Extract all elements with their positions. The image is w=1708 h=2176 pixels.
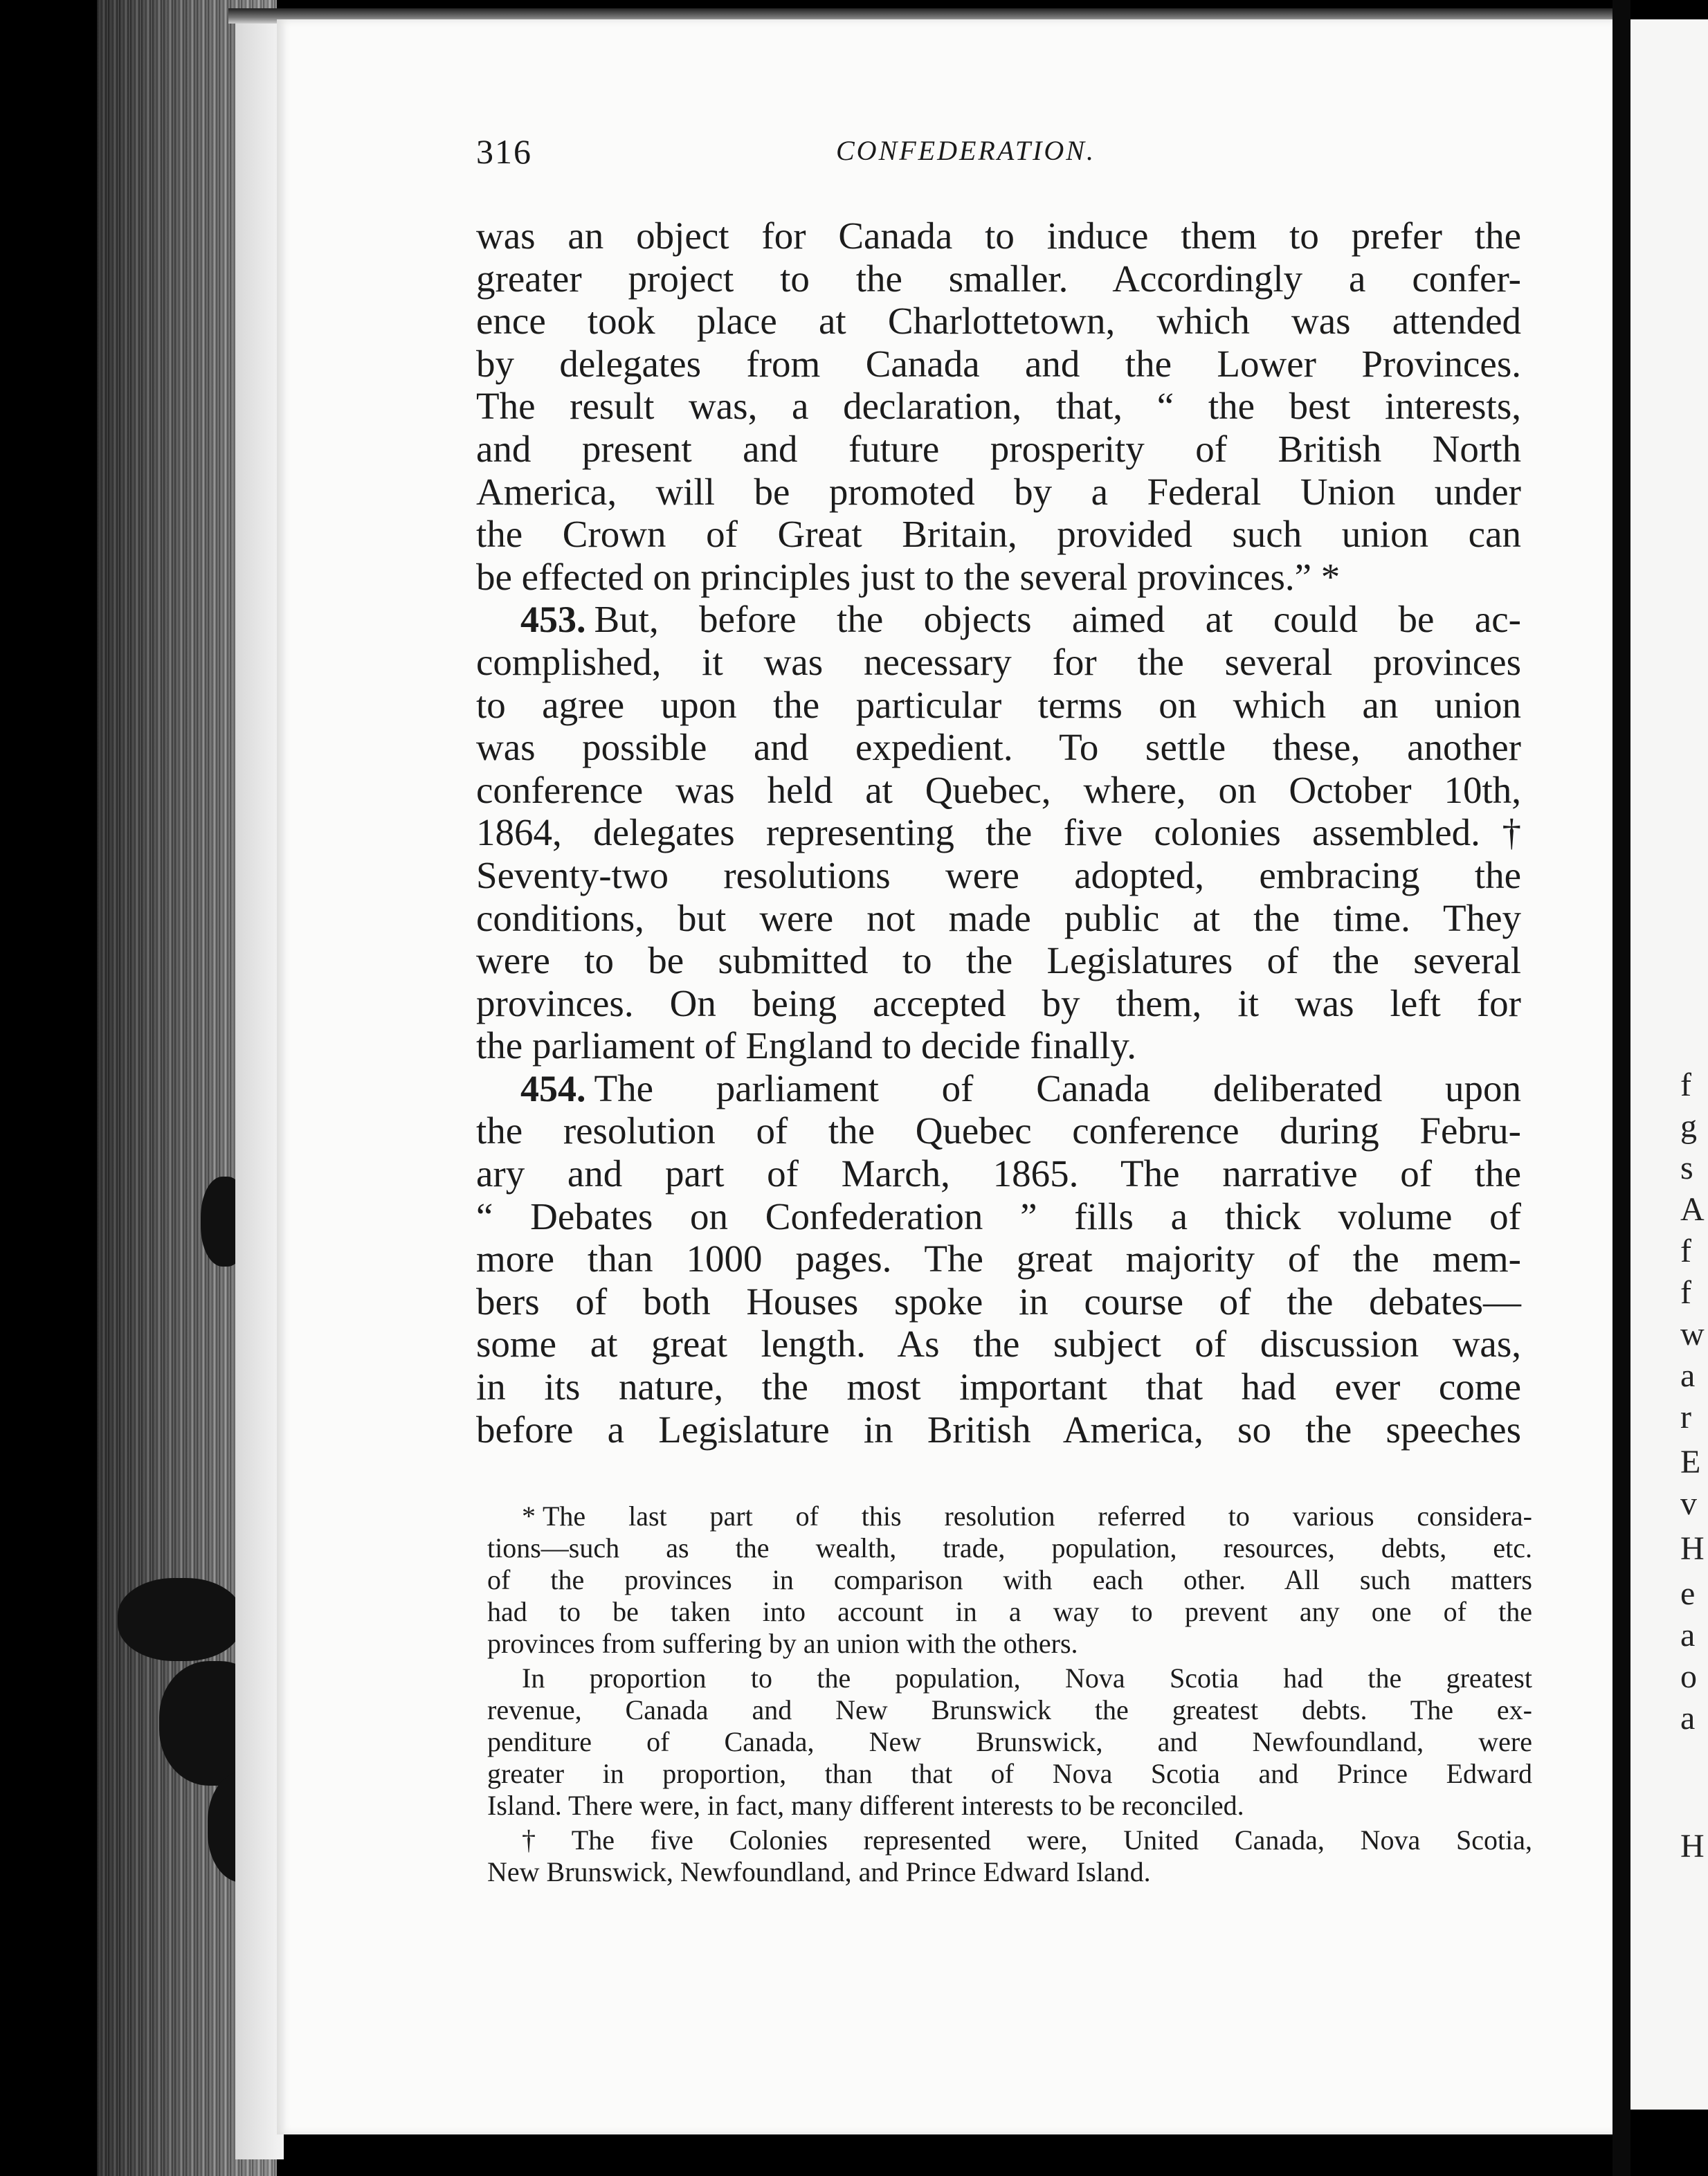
text-line: 1864, delegates representing the five colonies assembled.† bbox=[476, 811, 1521, 854]
footnote-line: penditure of Canada, New Brunswick, and Newfoundland, were bbox=[487, 1726, 1532, 1757]
next-page-fragment: H bbox=[1680, 1530, 1705, 1567]
footnote-line: greater in proportion, than that of Nova Scotia and Prince Edward bbox=[487, 1758, 1532, 1789]
footnote-line: New Brunswick, Newfoundland, and Prince Edward Island. bbox=[487, 1856, 1151, 1887]
edge-stain bbox=[118, 1578, 242, 1661]
footnote-mark: † bbox=[522, 1824, 565, 1856]
text-line: complished, it was necessary for the several provinces bbox=[476, 640, 1521, 683]
footnote-line: revenue, Canada and New Brunswick the greatest debts. The ex- bbox=[487, 1694, 1532, 1725]
paragraph-453-first-line bbox=[476, 598, 1521, 641]
text-line: and present and future prosperity of British North bbox=[476, 427, 1521, 470]
next-page-fragment: a bbox=[1680, 1617, 1696, 1653]
text-line: the resolution of the Quebec conference during Febru- bbox=[476, 1109, 1521, 1152]
text-line: was an object for Canada to induce them to prefer the bbox=[476, 215, 1521, 257]
footnote-mark: * bbox=[522, 1500, 536, 1532]
footnote-line: provinces from suffering by an union with the others. bbox=[487, 1628, 1078, 1659]
next-page-edge bbox=[1630, 19, 1708, 2110]
text-line: some at great length. As the subject of discussion was, bbox=[476, 1323, 1521, 1366]
next-page-fragment: f bbox=[1680, 1274, 1691, 1311]
text-line: Seventy-two resolutions were adopted, embracing the bbox=[476, 853, 1521, 896]
text-line: be effected on principles just to the several provinces.” * bbox=[476, 555, 1341, 598]
running-head bbox=[476, 132, 1521, 187]
body-text bbox=[476, 215, 1521, 1451]
next-page-fragment: E bbox=[1680, 1444, 1701, 1480]
footnote-star bbox=[487, 1500, 1532, 1660]
paragraph-454 bbox=[476, 1067, 1521, 1451]
next-page-fragment: o bbox=[1680, 1658, 1697, 1695]
footnote-star-continued bbox=[487, 1662, 1532, 1822]
next-page-fragment: e bbox=[1680, 1575, 1696, 1612]
footnote-line: In proportion to the population, Nova Scotia had the greatest bbox=[522, 1662, 1532, 1694]
footnote-line bbox=[487, 1500, 1532, 1532]
footnote-dagger bbox=[487, 1824, 1532, 1888]
text-line: the Crown of Great Britain, provided such union can bbox=[476, 513, 1521, 556]
text-line: more than 1000 pages. The great majority of the mem- bbox=[476, 1237, 1521, 1280]
next-page-fragment: f bbox=[1680, 1233, 1691, 1269]
next-page-fragment: H bbox=[1680, 1828, 1705, 1865]
text-line: before a Legislature in British America, so the speeches bbox=[476, 1408, 1521, 1451]
footnote-line: of the provinces in comparison with each other. All such matters bbox=[487, 1564, 1532, 1595]
next-page-fragment: a bbox=[1680, 1700, 1696, 1737]
next-page-fragment: r bbox=[1680, 1399, 1691, 1435]
text-line: The result was, a declaration, that, “ the best interests, bbox=[476, 385, 1521, 428]
text-line: were to be submitted to the Legislatures of the several bbox=[476, 939, 1521, 982]
next-page-fragment: s bbox=[1680, 1150, 1693, 1186]
text-line: in its nature, the most important that had ever come bbox=[476, 1366, 1521, 1408]
running-title: CONFEDERATION. bbox=[836, 135, 1096, 166]
text-line: conditions, but were not made public at the time. They bbox=[476, 896, 1521, 939]
next-page-fragment: g bbox=[1680, 1108, 1697, 1145]
text-line: America, will be promoted by a Federal Union under bbox=[476, 470, 1521, 513]
footnote-line: had to be taken into account in a way to prevent any one of the bbox=[487, 1596, 1532, 1627]
paragraph-text: But, before the objects aimed at could be ac- bbox=[594, 598, 1521, 641]
next-page-fragment: A bbox=[1680, 1191, 1705, 1228]
paragraph-454-first-line bbox=[476, 1067, 1521, 1110]
footnote-line: tions—such as the wealth, trade, population, resources, debts, etc. bbox=[487, 1532, 1532, 1563]
footnote-text: The last part of this resolution referred to various considera- bbox=[543, 1500, 1532, 1532]
footnote-text: The five Colonies represented were, United Canada, Nova Scotia, bbox=[571, 1824, 1533, 1856]
next-page-fragment: v bbox=[1680, 1485, 1697, 1522]
paragraph-number: 454. bbox=[520, 1067, 586, 1109]
paragraph-continued bbox=[476, 215, 1521, 598]
text-line: ence took place at Charlottetown, which was attended bbox=[476, 300, 1521, 343]
next-page-fragment: w bbox=[1680, 1316, 1705, 1352]
text-line: by delegates from Canada and the Lower Provinces. bbox=[476, 342, 1521, 385]
footnote-line: Island. There were, in fact, many different interests to be reconciled. bbox=[487, 1790, 1244, 1821]
text-line: greater project to the smaller. Accordingly a confer- bbox=[476, 257, 1521, 300]
next-page-fragment: f bbox=[1680, 1067, 1691, 1103]
book-gutter bbox=[1612, 0, 1630, 2176]
page-number: 316 bbox=[476, 132, 532, 171]
text-line: bers of both Houses spoke in course of the debates— bbox=[476, 1280, 1521, 1323]
paragraph-text: The parliament of Canada deliberated upon bbox=[594, 1067, 1521, 1109]
text-line: provinces. On being accepted by them, it was left for bbox=[476, 981, 1521, 1024]
text-line: conference was held at Quebec, where, on October 10th, bbox=[476, 768, 1521, 811]
text-line: “ Debates on Confederation ” fills a thick volume of bbox=[476, 1195, 1521, 1237]
text-line: was possible and expedient. To settle these, another bbox=[476, 726, 1521, 769]
paragraph-453 bbox=[476, 598, 1521, 1067]
text-line: ary and part of March, 1865. The narrative of the bbox=[476, 1152, 1521, 1195]
next-page-fragment: a bbox=[1680, 1357, 1696, 1394]
footnote-line bbox=[487, 1824, 1532, 1856]
footnotes bbox=[487, 1500, 1532, 1891]
text-line: to agree upon the particular terms on which an union bbox=[476, 683, 1521, 726]
text-line: the parliament of England to decide finally. bbox=[476, 1024, 1137, 1067]
paragraph-number: 453. bbox=[520, 599, 586, 641]
